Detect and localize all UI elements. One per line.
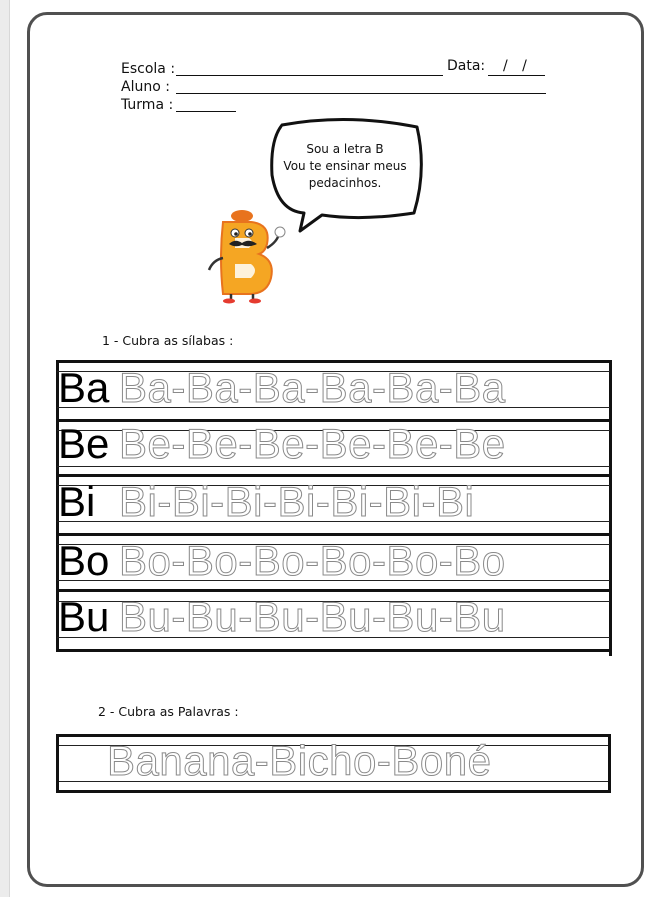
syllable: Be [58,420,110,467]
tracing-syllables[interactable]: Bo-Bo-Bo-Bo-Bo-Bo [119,537,506,584]
left-margin-strip [0,0,10,897]
letter-b-mascot-icon [205,208,290,304]
syllable: Bi [58,478,96,525]
word-right-border [608,734,611,793]
bubble-line-2: Vou te ensinar meus [283,159,407,173]
tracing-words[interactable]: Banana-Bicho-Boné [107,737,492,784]
word-left-border [56,734,59,793]
syllable: Bo [58,537,110,584]
row-top-rule [57,360,610,363]
aluno-label: Aluno : [121,79,170,95]
row-top-rule [57,589,610,592]
syllable-row-bu [57,589,610,653]
row-bottom-rule [57,790,610,793]
syllable-row-be [57,414,610,467]
syllable: Ba [58,364,110,411]
tracing-syllables[interactable]: Ba-Ba-Ba-Ba-Ba-Ba [119,364,506,411]
tracing-syllables[interactable]: Bi-Bi-Bi-Bi-Bi-Bi-Bi [119,478,475,525]
speech-bubble-text [280,141,410,192]
syllable: Bu [58,593,110,640]
date-slashes: / / [503,58,527,74]
section-1-title: 1 - Cubra as sílabas : [102,333,234,348]
data-field[interactable] [488,75,545,76]
syllable-row-bi [57,474,610,527]
section-2-title: 2 - Cubra as Palavras : [98,704,239,719]
turma-field[interactable] [176,111,236,112]
syllable-row-bo [57,530,610,583]
word-tracing-row [57,734,610,794]
escola-label: Escola : [121,61,176,77]
row-bottom-rule [57,649,610,652]
turma-label: Turma : [121,97,174,113]
bubble-line-3: pedacinhos. [308,176,382,190]
row-top-rule [57,474,610,477]
tracing-syllables[interactable]: Be-Be-Be-Be-Be-Be [119,420,506,467]
escola-field[interactable] [176,75,443,76]
row-top-rule [57,533,610,536]
syllable-row-ba [57,360,610,413]
aluno-field[interactable] [176,93,546,94]
tracing-syllables[interactable]: Bu-Bu-Bu-Bu-Bu-Bu [119,593,506,640]
bubble-line-1: Sou a letra B [306,142,384,156]
data-label: Data: [447,58,486,74]
